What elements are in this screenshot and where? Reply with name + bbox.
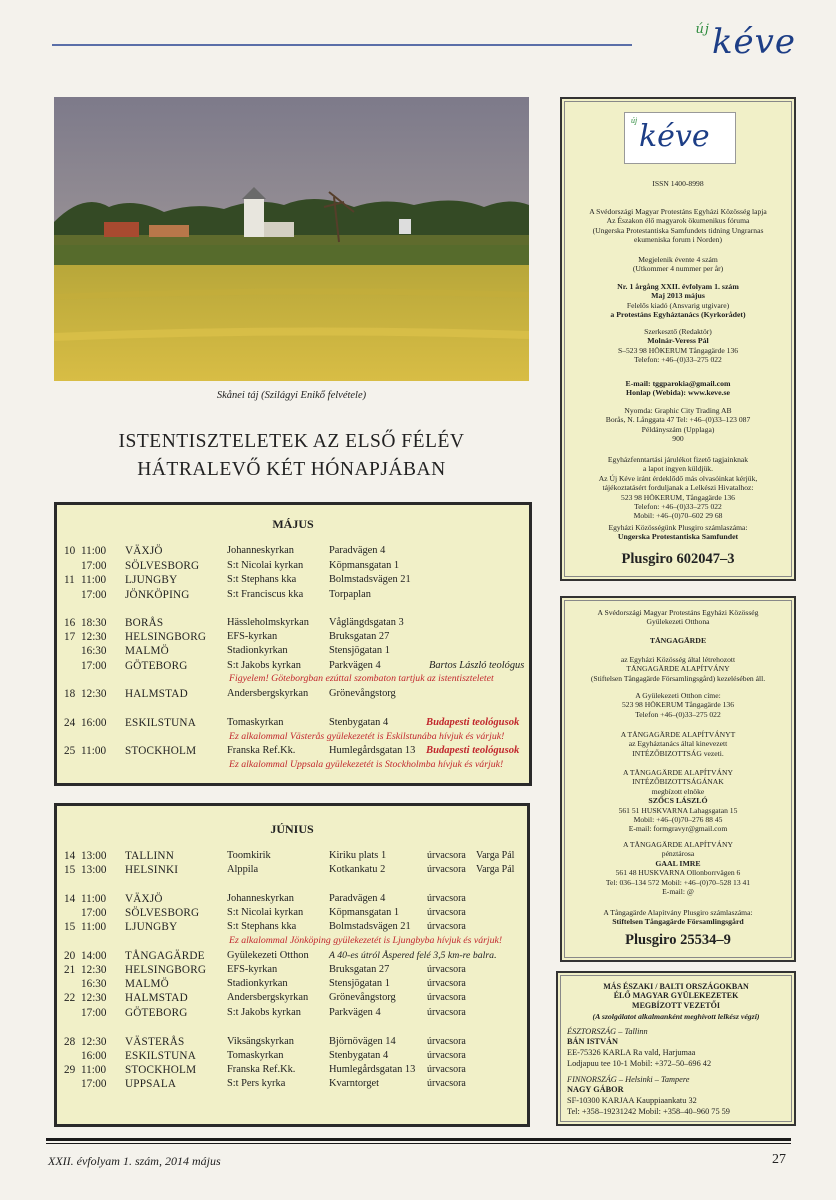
church: S:t Pers kyrka (227, 1078, 286, 1089)
time: 11:00 (81, 921, 107, 933)
address: A 40-es útról Åspered felé 3,5 km-re balra. (329, 950, 497, 961)
address: Köpmansgatan 1 (329, 560, 400, 571)
time: 16:30 (81, 645, 107, 657)
landscape-photo (54, 97, 529, 381)
schedule-row (57, 688, 529, 702)
time: 13:00 (81, 850, 107, 862)
date: 18 (64, 688, 76, 700)
pastor: Varga Pál (476, 864, 515, 875)
schedule-row (57, 1078, 527, 1092)
note: Budapesti teológusok (426, 717, 520, 728)
schedule-row (57, 574, 529, 588)
church: Tomaskyrkan (227, 717, 284, 728)
date: 11 (64, 574, 75, 586)
address: Bruksgatan 27 (329, 964, 390, 975)
schedule-row (57, 992, 527, 1006)
junius-title: JÚNIUS (270, 822, 314, 836)
communion: úrvacsora (427, 864, 466, 875)
time: 11:00 (81, 893, 107, 905)
time: 11:00 (81, 1064, 107, 1076)
city: VÄXJÖ (125, 893, 163, 905)
communion: úrvacsora (427, 893, 466, 904)
majus-schedule (54, 502, 532, 786)
address: Björnövägen 14 (329, 1036, 396, 1047)
date: 29 (64, 1064, 76, 1076)
city: TALLINN (125, 850, 174, 862)
address: Torpaplan (329, 589, 371, 600)
baltic-congregations-box: MÁS ÉSZAKI / BALTI ORSZÁGOKBAN ÉLŐ MAGYAR GYÜLEKEZETEK MEGBÍZOTT VEZETŐI (A szolgálatot alkalmanként meghívott lelkész végzi) ÉSZTORSZÁG – Tallinn BÁN ISTVÁN EE-75326 KARLA Ra vald, Harjumaa Lodjapuu tee 10-1 Mobil: +372–50–696 42 FINNORSZÁG – Helsinki – Tampere NAGY GÁBOR SF-10300 KARJAA Kauppiaankatu 32 Tel: +358–19231242 Mobil: +358–40–960 75 59 (556, 971, 796, 1126)
church: Toomkirik (227, 850, 271, 861)
time: 16:00 (81, 717, 107, 729)
footer-rule-thin (46, 1143, 791, 1144)
time: 17:00 (81, 560, 107, 572)
city: BORÅS (125, 617, 164, 629)
church: Johanneskyrkan (227, 893, 294, 904)
time: 17:00 (81, 907, 107, 919)
address: Stenbygatan 4 (329, 717, 389, 728)
majus-title: MÁJUS (272, 517, 314, 531)
church: EFS-kyrkan (227, 631, 278, 642)
communion: úrvacsora (427, 1036, 466, 1047)
city: GÖTEBORG (125, 1007, 188, 1019)
date: 28 (64, 1036, 76, 1048)
church: S:t Nicolai kyrkan (227, 560, 304, 571)
city: SÖLVESBORG (125, 560, 200, 572)
church: Andersbergskyrkan (227, 688, 309, 699)
city: VÄXJÖ (125, 545, 163, 557)
communion: úrvacsora (427, 1078, 466, 1089)
date: 16 (64, 617, 76, 629)
time: 17:00 (81, 1007, 107, 1019)
address: Kvarntorget (329, 1078, 380, 1089)
time: 11:00 (81, 745, 107, 757)
church: Franska Ref.Kk. (227, 745, 296, 756)
time: 17:00 (81, 1078, 107, 1090)
contact-info: E-mail: tggparokia@gmail.com Honlap (Webida): www.keve.se (625, 379, 731, 398)
church: Gyülekezeti Otthon (227, 950, 309, 961)
schedule-row (57, 589, 529, 603)
address: Humlegårdsgatan 13 (329, 745, 416, 756)
printer-info: Nyomda: Graphic City Trading AB Borås, N. Långgata 47 Tel: +46–(0)33–123 087 Példányszám (Upplaga) 900 (605, 406, 751, 444)
date: 20 (64, 950, 76, 962)
page-number: 27 (772, 1152, 786, 1167)
schedule-row (57, 631, 529, 645)
time: 17:00 (81, 589, 107, 601)
schedule-row (57, 893, 527, 907)
address: Bolmstadsvägen 21 (329, 921, 411, 932)
address: Grönevångstorg (329, 992, 396, 1003)
junius-schedule (54, 803, 530, 1127)
address: Paradvägen 4 (329, 893, 386, 904)
header-rule (52, 44, 632, 46)
schedule-row (57, 864, 527, 878)
editor-info: Szerkesztő (Redaktör) Molnár-Veress Pál S–523 98 HÖKERUM Tångagärde 136 Telefon: +46–(0)33–275 022 (617, 327, 739, 365)
schedule-row (57, 950, 527, 964)
communion: úrvacsora (427, 1064, 466, 1075)
address: Bruksgatan 27 (329, 631, 390, 642)
church: S:t Jakobs kyrkan (227, 660, 301, 671)
time: 12:30 (81, 631, 107, 643)
church: S:t Nicolai kyrkan (227, 907, 304, 918)
keve-logo: $^{új}$kéve (695, 22, 796, 62)
date: 15 (64, 864, 76, 876)
church: Johanneskyrkan (227, 545, 294, 556)
date: 15 (64, 921, 76, 933)
page-title: ISTENTISZTELETEK AZ ELSŐ FÉLÉV HÁTRALEVŐ KÉT HÓNAPJÁBAN (118, 431, 465, 480)
city: HELSINGBORG (125, 631, 207, 643)
issn: ISSN 1400-8998 (652, 179, 704, 188)
church: S:t Jakobs kyrkan (227, 1007, 301, 1018)
schedule-row (57, 745, 529, 759)
schedule-row (57, 1050, 527, 1064)
announcement: Figyelem! Göteborgban ezúttal szombaton tartjuk az istentiszteletet (229, 673, 494, 684)
city: TÅNGAGÄRDE (125, 950, 205, 962)
church: S:t Stephans kka (227, 921, 297, 932)
date: 24 (64, 717, 76, 729)
schedule-row (57, 660, 529, 674)
time: 12:30 (81, 688, 107, 700)
time: 13:00 (81, 864, 107, 876)
schedule-row (57, 978, 527, 992)
announcement: Ez alkalommal Jönköping gyülekezetét is Ljungbyba hívjuk és várjuk! (229, 935, 503, 946)
date: 25 (64, 745, 76, 757)
communion: úrvacsora (427, 921, 466, 932)
time: 16:30 (81, 978, 107, 990)
church: EFS-kyrkan (227, 964, 278, 975)
schedule-row (57, 545, 529, 559)
plusgiro-label: Egyházi Közösségünk Plusgiro számlaszáma: Ungerska Protestantiska Samfundet (608, 523, 748, 542)
city: HELSINKI (125, 864, 179, 876)
city: HALMSTAD (125, 688, 188, 700)
city: GÖTEBORG (125, 660, 188, 672)
issue-footer: XXII. évfolyam 1. szám, 2014 május (48, 1154, 221, 1168)
city: LJUNGBY (125, 921, 178, 933)
schedule-row (57, 717, 529, 731)
time: 17:00 (81, 660, 107, 672)
footer-rule (46, 1138, 791, 1141)
communion: úrvacsora (427, 907, 466, 918)
city: STOCKHOLM (125, 1064, 197, 1076)
keve-logo-box: új kéve (624, 112, 736, 164)
city: SÖLVESBORG (125, 907, 200, 919)
masthead-description: A Svédországi Magyar Protestáns Egyházi Közösség lapja Az Északon élő magyarok ökumenikus fóruma (Ungerska Protestantiska Samfundets tidning Ungrarnas ekumeniska forum i Norden) (589, 207, 767, 245)
address: Humlegårdsgatan 13 (329, 1064, 416, 1075)
time: 11:00 (81, 574, 107, 586)
tangagarde-box: A Svédországi Magyar Protestáns Egyházi Közösség Gyülekezeti Otthona TÅNGAGÄRDE az Egyházi Közösség által létrehozott TÅNGAGÄRDE ALAPÍTVÁNY (Stiftelsen Tångagärde Församlingsgård) kezelésében áll. A Gyülekezeti Otthon címe: 523 98 HÖKERUM Tångagärde 136 Telefon +46–(0)33–275 022 A TÅNGAGÄRDE ALAPÍTVÁNYT az Egyháztanács által kinevezett INTÉZŐBIZOTTSÁG vezeti. A TÅNGAGÄRDE ALAPÍTVÁNY INTÉZŐBIZOTTSÁGÁNAK megbízott elnöke SZŐCS LÁSZLÓ 561 51 HUSKVARNA Lahagsgatan 15 Mobil: +46–(0)70–276 88 45 E-mail: formgravyr@gmail.com A TÅNGAGÄRDE ALAPÍTVÁNY pénztárosa GAAL IMRE 561 48 HUSKVARNA Ollonborrvägen 6 Tel: 036–134 572 Mobil: +46–(0)70–528 13 41 E-mail: @ A Tångagärde Alapítvány Plusgiro számlaszáma: Stiftelsen Tångagärde Församlingsgård Plusgiro 25534–9 (560, 596, 796, 962)
photo-caption: Skånei táj (Szilágyi Enikő felvétele) (216, 390, 367, 401)
communion: úrvacsora (427, 978, 466, 989)
schedule-row (57, 964, 527, 978)
announcement: Ez alkalommal Västerås gyülekezetét is Eskilstunába hívjuk és várjuk! (229, 731, 505, 742)
city: VÄSTERÅS (125, 1036, 185, 1048)
church: Stadionkyrkan (227, 978, 288, 989)
city: STOCKHOLM (125, 745, 197, 757)
date: 14 (64, 850, 76, 862)
date: 14 (64, 893, 76, 905)
church: Andersbergskyrkan (227, 992, 309, 1003)
time: 11:00 (81, 545, 107, 557)
date: 22 (64, 992, 76, 1004)
city: HALMSTAD (125, 992, 188, 1004)
date: 21 (64, 964, 76, 976)
city: MALMÖ (125, 978, 169, 990)
date: 17 (64, 631, 76, 643)
city: MALMÖ (125, 645, 169, 657)
church: S:t Franciscus kka (227, 589, 304, 600)
announcement: Ez alkalommal Uppsala gyülekezetét is Stockholmba hívjuk és várjuk! (229, 759, 504, 770)
time: 12:30 (81, 1036, 107, 1048)
time: 18:30 (81, 617, 107, 629)
schedule-row (57, 617, 529, 631)
time: 12:30 (81, 964, 107, 976)
time: 16:00 (81, 1050, 107, 1062)
communion: úrvacsora (427, 1007, 466, 1018)
address: Kotkankatu 2 (329, 864, 386, 875)
schedule-row (57, 1036, 527, 1050)
address: Grönevångstorg (329, 688, 396, 699)
schedule-row (57, 850, 527, 864)
address: Stensjögatan 1 (329, 978, 390, 989)
address: Kiriku plats 1 (329, 850, 387, 861)
church: Alppila (227, 864, 259, 875)
schedule-row (57, 921, 527, 935)
tangagarde-plusgiro: Plusgiro 25534–9 (625, 932, 731, 948)
address: Paradvägen 4 (329, 545, 386, 556)
address: Parkvägen 4 (329, 660, 381, 671)
communion: úrvacsora (427, 1050, 466, 1061)
schedule-row (57, 645, 529, 659)
city: HELSINGBORG (125, 964, 207, 976)
pastor: Varga Pál (476, 850, 515, 861)
time: 14:00 (81, 950, 107, 962)
church: Stadionkyrkan (227, 645, 288, 656)
frequency: Megjelenik évente 4 szám (Utkommer 4 nummer per år) (632, 255, 724, 274)
issue-info: Nr. 1 årgång XXII. évfolyam 1. szám Maj 2013 május Felelős kiadó (Ansvarig utgivare) a Protestáns Egyháztanács (Kyrkorådet) (610, 282, 746, 320)
address: Bolmstadsvägen 21 (329, 574, 411, 585)
city: ESKILSTUNA (125, 1050, 196, 1062)
schedule-row (57, 1064, 527, 1078)
church: Viksängskyrkan (227, 1036, 294, 1047)
note: Bartos László teológus (429, 660, 525, 671)
city: ESKILSTUNA (125, 717, 196, 729)
city: JÖNKÖPING (125, 589, 190, 601)
schedule-row (57, 1007, 527, 1021)
note: Budapesti teológusok (426, 745, 520, 756)
schedule-row (57, 560, 529, 574)
date: 10 (64, 545, 76, 557)
schedule-row (57, 907, 527, 921)
address: Stensjögatan 1 (329, 645, 390, 656)
plusgiro-number: Plusgiro 602047–3 (621, 551, 735, 567)
address: Köpmansgatan 1 (329, 907, 400, 918)
time: 12:30 (81, 992, 107, 1004)
address: Stenbygatan 4 (329, 1050, 389, 1061)
address: Våglängdsgatan 3 (329, 617, 404, 628)
subscription-info: Egyházfenntartási járulékot fizető tagjainknak a lapot ingyen küldjük. Az Új Kéve iránt érdeklődő más olvasóinkat kérjük, tájékoztatásért forduljanak a Lelkészi Hivatalhoz: 523 98 HÖKERUM, Tångagärde 136 Telefon: +46–(0)33–275 022 Mobil: +46–(0)70–602 29 68 (598, 455, 758, 521)
address: Parkvägen 4 (329, 1007, 381, 1018)
communion: úrvacsora (427, 992, 466, 1003)
church: Hässleholmskyrkan (227, 617, 309, 628)
communion: úrvacsora (427, 964, 466, 975)
masthead-box (560, 97, 796, 581)
communion: úrvacsora (427, 850, 466, 861)
church: S:t Stephans kka (227, 574, 297, 585)
city: LJUNGBY (125, 574, 178, 586)
city: UPPSALA (125, 1078, 177, 1090)
church: Franska Ref.Kk. (227, 1064, 296, 1075)
church: Tomaskyrkan (227, 1050, 284, 1061)
landscape-illustration (54, 97, 529, 381)
